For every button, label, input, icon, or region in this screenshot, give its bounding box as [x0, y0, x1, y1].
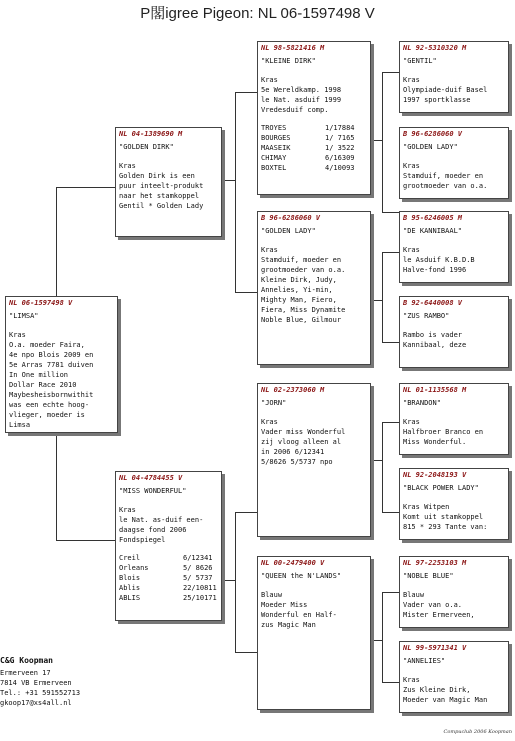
connector-line: [382, 252, 383, 342]
pigeon-name: "GOLDEN LADY": [403, 143, 458, 151]
description-line: 5e Arras 7781 duiven: [9, 361, 94, 369]
description-line: Kras: [403, 76, 420, 84]
connector-line: [56, 187, 116, 188]
pigeon-card-dds[interactable]: [399, 556, 509, 628]
pigeon-name: "ANNELIES": [403, 657, 446, 665]
description-line: Fondspiegel: [119, 536, 166, 544]
description-line: Stamduif, moeder en: [403, 172, 484, 180]
race-location: MAASEIK: [261, 144, 291, 152]
description-line: Gentil * Golden Lady: [119, 202, 204, 210]
description-line: Vader van o.a.: [403, 601, 463, 609]
description-line: Olympiade-duif Basel: [403, 86, 488, 94]
race-placement: 6/16309: [325, 154, 355, 162]
connector-line: [56, 187, 57, 297]
pigeon-name: "KLEINE DIRK": [261, 57, 316, 65]
race-placement: 5/ 8626: [183, 564, 213, 572]
description-line: Fiera, Miss Dynamite: [261, 306, 346, 314]
description-line: was een echte hoog-: [9, 401, 90, 409]
footer-credit: Compuclub 2006 Koopman: [443, 729, 512, 735]
pigeon-card-ssd[interactable]: [399, 127, 509, 199]
ring-number: B 96-6286060 V: [261, 214, 321, 222]
description-line: Mister Ermerveen,: [403, 611, 475, 619]
ring-number: NL 00-2479400 V: [261, 559, 325, 567]
page-title: P閣igree Pigeon: NL 06-1597498 V: [140, 5, 375, 22]
ring-number: NL 97-2253103 M: [403, 559, 467, 567]
description-line: In One million: [9, 371, 69, 379]
description-line: Komt uit stamkoppel: [403, 513, 484, 521]
race-location: TROYES: [261, 124, 287, 132]
description-line: Kras: [261, 418, 278, 426]
pigeon-name: "BRANDON": [403, 399, 441, 407]
pigeon-name: "DE KANNIBAAL": [403, 227, 463, 235]
connector-line: [235, 652, 258, 653]
ring-number: NL 01-1135568 M: [403, 386, 467, 394]
connector-line: [235, 512, 236, 652]
description-line: le Nat. asduif 1999: [261, 96, 342, 104]
description-line: Moeder Miss: [261, 601, 308, 609]
description-line: Kannibaal, deze: [403, 341, 467, 349]
description-line: vlieger, moeder is: [9, 411, 85, 419]
connector-line: [382, 682, 400, 683]
ring-number: NL 99-5971341 V: [403, 644, 467, 652]
pigeon-card-dsd[interactable]: [399, 468, 509, 540]
owner-name: C&G Koopman: [0, 656, 53, 665]
ring-number: B 96-6286060 V: [403, 130, 463, 138]
description-line: Kras Witpen: [403, 503, 450, 511]
description-line: O.a. moeder Faira,: [9, 341, 85, 349]
pigeon-name: "BLACK POWER LADY": [403, 484, 479, 492]
owner-address-city: 7814 VB Ermerveen: [0, 679, 72, 687]
race-result-row: [119, 593, 218, 603]
description-line: Noble Blue, Gilmour: [261, 316, 342, 324]
ring-number: NL 06-1597498 V: [9, 299, 73, 307]
race-result-row: [261, 163, 367, 173]
race-placement: 1/ 7165: [325, 134, 355, 142]
connector-line: [56, 432, 57, 540]
race-location: BOXTEL: [261, 164, 287, 172]
description-line: Kras: [403, 676, 420, 684]
race-location: Ablis: [119, 584, 141, 592]
race-placement: 1/17884: [325, 124, 355, 132]
description-line: 5e Wereldkamp. 1998: [261, 86, 342, 94]
description-line: Vader miss Wonderful: [261, 428, 346, 436]
connector-line: [370, 140, 382, 141]
connector-line: [382, 512, 400, 513]
pigeon-name: "QUEEN the N'LANDS": [261, 572, 342, 580]
description-line: le Asduif K.B.D.B: [403, 256, 475, 264]
description-line: daagse fond 2006: [119, 526, 187, 534]
race-location: Blois: [119, 574, 141, 582]
pigeon-card-sire-dam[interactable]: [257, 211, 371, 365]
ring-number: NL 02-2373060 M: [261, 386, 325, 394]
description-line: Moeder van Magic Man: [403, 696, 488, 704]
description-line: Dollar Race 2010: [9, 381, 77, 389]
pigeon-card-sdd[interactable]: [399, 296, 509, 368]
description-line: Kras: [403, 246, 420, 254]
description-line: Rambo is vader: [403, 331, 463, 339]
description-line: le Nat. as-duif een-: [119, 516, 204, 524]
race-location: BOURGES: [261, 134, 291, 142]
race-results: [119, 553, 218, 603]
description-line: Kras: [261, 246, 278, 254]
race-location: ABLIS: [119, 594, 141, 602]
pigeon-card-sire[interactable]: [115, 127, 222, 237]
description-line: Wonderful en Half-: [261, 611, 337, 619]
owner-email[interactable]: gkoop17@xs4all.nl: [0, 699, 72, 707]
race-result-row: [261, 123, 367, 133]
description-line: grootmoeder van o.a.: [261, 266, 346, 274]
pigeon-card-sire-sire[interactable]: [257, 41, 371, 195]
connector-line: [235, 292, 258, 293]
connector-line: [235, 512, 258, 513]
race-placement: 22/10811: [183, 584, 217, 592]
race-placement: 5/ 5737: [183, 574, 213, 582]
description-line: Miss Wonderful.: [403, 438, 467, 446]
pigeon-name: "NOBLE BLUE": [403, 572, 454, 580]
race-placement: 6/12341: [183, 554, 213, 562]
description-line: Blauw: [403, 591, 425, 599]
description-line: 1997 sportklasse: [403, 96, 471, 104]
description-line: zus Magic Man: [261, 621, 316, 629]
description-line: Kleine Dirk, Judy,: [261, 276, 337, 284]
description-line: grootmoeder van o.a.: [403, 182, 488, 190]
owner-phone: Tel.: +31 591552713: [0, 689, 81, 697]
connector-line: [370, 300, 382, 301]
race-placement: 1/ 3522: [325, 144, 355, 152]
description-line: Kras: [9, 331, 26, 339]
description-line: Kras: [119, 506, 136, 514]
description-line: Stamduif, moeder en: [261, 256, 342, 264]
pigeon-name: "ZUS RAMBO": [403, 312, 450, 320]
connector-line: [370, 460, 382, 461]
description-line: zij vloog alleen al: [261, 438, 342, 446]
description-line: in 2006 6/12341: [261, 448, 325, 456]
race-placement: 4/10093: [325, 164, 355, 172]
connector-line: [382, 252, 400, 253]
race-result-row: [119, 573, 218, 583]
pigeon-name: "LIMSA": [9, 312, 39, 320]
race-result-row: [261, 133, 367, 143]
connector-line: [382, 342, 400, 343]
description-line: 5/8626 5/5737 npo: [261, 458, 333, 466]
connector-line: [382, 422, 400, 423]
connector-line: [382, 592, 383, 682]
description-line: Kras: [403, 418, 420, 426]
pigeon-card-dam-dam[interactable]: [257, 556, 371, 710]
description-line: Blauw: [261, 591, 283, 599]
description-line: Limsa: [9, 421, 31, 429]
pigeon-card-sds[interactable]: [399, 211, 509, 283]
pigeon-card-dam[interactable]: [115, 471, 222, 621]
connector-line: [382, 72, 400, 73]
description-line: 4e npo Blois 2009 en: [9, 351, 94, 359]
ring-number: B 95-6246005 M: [403, 214, 463, 222]
race-result-row: [119, 553, 218, 563]
connector-line: [235, 92, 258, 93]
pigeon-card-sss[interactable]: [399, 41, 509, 113]
pigeon-card-subject[interactable]: [5, 296, 118, 433]
connector-line: [221, 580, 235, 581]
pigeon-name: "JORN": [261, 399, 287, 407]
ring-number: NL 92-5310320 M: [403, 44, 467, 52]
description-line: Kras: [119, 162, 136, 170]
pigeon-name: "GOLDEN LADY": [261, 227, 316, 235]
race-results: [261, 123, 367, 173]
connector-line: [382, 212, 400, 213]
description-line: Halve-fond 1996: [403, 266, 467, 274]
pigeon-name: "GENTIL": [403, 57, 437, 65]
connector-line: [56, 540, 116, 541]
description-line: Mighty Man, Fiero,: [261, 296, 337, 304]
connector-line: [382, 592, 400, 593]
description-line: Kras: [403, 162, 420, 170]
race-result-row: [261, 143, 367, 153]
race-result-row: [261, 153, 367, 163]
pigeon-card-dam-sire[interactable]: [257, 383, 371, 537]
connector-line: [382, 422, 383, 512]
connector-line: [221, 180, 235, 181]
race-location: Creil: [119, 554, 141, 562]
ring-number: NL 92-2048193 V: [403, 471, 467, 479]
description-line: Zus Kleine Dirk,: [403, 686, 471, 694]
description-line: Halfbroer Branco en: [403, 428, 484, 436]
description-line: naar het stamkoppel: [119, 192, 200, 200]
ring-number: NL 98-5821416 M: [261, 44, 325, 52]
race-placement: 25/10171: [183, 594, 217, 602]
connector-line: [235, 92, 236, 292]
description-line: Annelies, Yi-min,: [261, 286, 333, 294]
description-line: Maybesheisbornwithit: [9, 391, 94, 399]
owner-address-street: Ermerveen 17: [0, 669, 51, 677]
description-line: 815 * 293 Tante van:: [403, 523, 488, 531]
owner-block: [0, 656, 80, 708]
pigeon-card-ddd[interactable]: [399, 641, 509, 713]
pigeon-name: "GOLDEN DIRK": [119, 143, 174, 151]
pigeon-name: "MISS WONDERFUL": [119, 487, 187, 495]
description-line: puur inteelt-produkt: [119, 182, 204, 190]
connector-line: [382, 72, 383, 212]
description-line: Vredesduif comp.: [261, 106, 329, 114]
description-line: Kras: [261, 76, 278, 84]
race-location: Orleans: [119, 564, 149, 572]
ring-number: NL 04-4784455 V: [119, 474, 183, 482]
race-location: CHIMAY: [261, 154, 287, 162]
ring-number: B 92-6440008 V: [403, 299, 463, 307]
pigeon-card-dss[interactable]: [399, 383, 509, 455]
race-result-row: [119, 583, 218, 593]
description-line: Golden Dirk is een: [119, 172, 195, 180]
ring-number: NL 04-1389690 M: [119, 130, 183, 138]
race-result-row: [119, 563, 218, 573]
connector-line: [370, 640, 382, 641]
